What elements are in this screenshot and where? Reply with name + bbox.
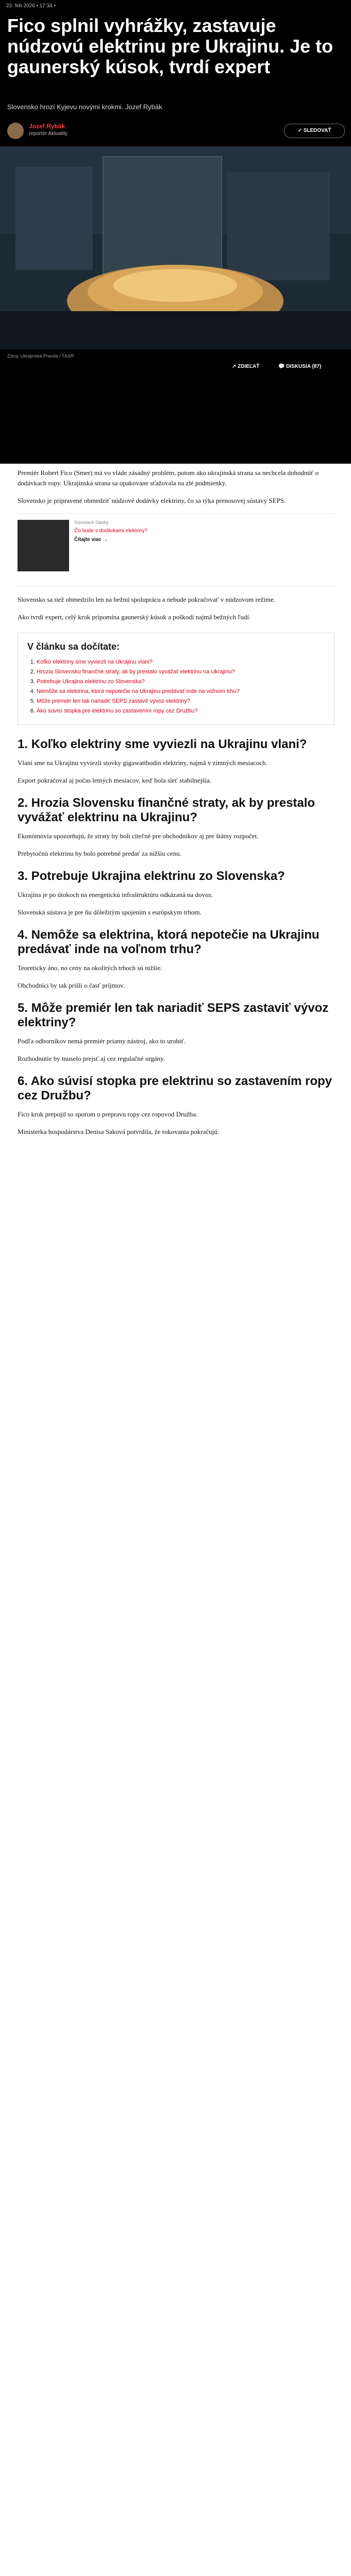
author-role: reportér Aktuality [29, 131, 68, 137]
toc-item[interactable]: Koľko elektriny sme vyviezli na Ukrajinu vlani? [37, 659, 153, 665]
follow-button[interactable]: ✓ SLEDOVAŤ [284, 124, 345, 138]
paragraph: Ekonómovia upozorňujú, že straty by boli citeľné pre obchodníkov aj pre štátny rozpočet. [18, 832, 259, 840]
author-name[interactable]: Jozef Rybák [29, 123, 65, 130]
related-thumbnail [18, 520, 69, 571]
avatar [7, 123, 24, 139]
paragraph: Obchodníci by tak prišli o časť príjmov. [18, 981, 125, 989]
paragraph: Teoreticky áno, no ceny na okolitých trhoch sú nižšie. [18, 964, 162, 972]
related-article-card[interactable] [18, 513, 335, 586]
paragraph: Premiér Robert Fico (Smer) má vo vláde zásadný problém, potom ako ukrajinská strana sa nechcela dohodnúť o dodávkach ropy. Ukrajinská strana sa opakovane sťažovala na zlé podmienky. [18, 469, 319, 487]
status-bar: 23. feb 2026 • 17:34 • [0, 0, 351, 11]
article-subline: Slovensko hrozí Kyjevu novými krokmi. Jozef Rybák [7, 103, 162, 111]
share-button[interactable]: ↗ ZDIEĽAŤ [232, 364, 260, 369]
hero-photo [0, 146, 351, 349]
section-heading: 6. Ako súvisí stopka pre elektrinu so zastavením ropy cez Družbu? [18, 1074, 332, 1103]
photo-caption: Zdroj: Ukrajinská Pravda / TASR [7, 353, 74, 359]
section-heading: 3. Potrebuje Ukrajina elektrinu zo Slovenska? [18, 869, 285, 883]
paragraph: Podľa odborníkov nemá premiér priamy nástroj, ako to urobiť. [18, 1037, 186, 1045]
section-heading: 2. Hrozia Slovensku finančné straty, ak by prestalo vyvážať elektrinu na Ukrajinu? [18, 796, 315, 824]
related-title[interactable]: Čo bude s dodávkami elektriny? [74, 528, 148, 534]
toc-item[interactable]: Hrozia Slovensku finančné straty, ak by prestalo vyvážať elektrinu na Ukrajinu? [37, 669, 235, 675]
toc-title: V článku sa dočítate: [27, 641, 120, 652]
paragraph: Rozhodnutie by muselo prejsť aj cez regulačné orgány. [18, 1055, 165, 1062]
section-heading: 4. Nemôže sa elektrina, ktorá nepotečie na Ukrajinu predávať inde na voľnom trhu? [18, 928, 320, 956]
toc-item[interactable]: Ako súvisí stopka pre elektrinu so zastavením ropy cez Družbu? [37, 708, 198, 714]
paragraph: Vlani sme na Ukrajinu vyviezli stovky gigawatthodín elektriny, najmä v zimných mesiacoch. [18, 759, 268, 767]
related-label: Súvisiace články [74, 520, 109, 525]
toc-item[interactable]: Môže premiér len tak nariadiť SEPS zastaviť vývoz elektriny? [37, 698, 191, 704]
paragraph: Prebytočnú elektrinu by bolo potrebné predať za nižšiu cenu. [18, 850, 181, 857]
read-more-link[interactable]: Čítajte viac → [74, 537, 108, 543]
toc-item[interactable]: Potrebuje Ukrajina elektrinu zo Slovenska? [37, 679, 145, 685]
article-hero [0, 0, 351, 464]
article-title: Fico splnil vyhrážky, zastavuje núdzovú elektrinu pre Ukrajinu. Je to gaunerský kúsok, tvrdí expert [7, 15, 333, 77]
paragraph: Slovensko sa tiež obmedzilo len na bežnú spoluprácu a nebude pokračovať v núdzovom režime. [18, 596, 276, 603]
section-heading: 5. Môže premiér len tak nariadiť SEPS zastaviť vývoz elektriny? [18, 1001, 329, 1029]
toc-item[interactable]: Nemôže sa elektrina, ktorá nepotečie na Ukrajinu predávať inde na voľnom trhu? [37, 688, 240, 694]
paragraph: Export pokračoval aj počas letných mesiacov, keď bola sieť stabilnejšia. [18, 776, 211, 784]
paragraph: Ukrajina je po útokoch na energetickú infraštruktúru odkázaná na dovoz. [18, 891, 213, 899]
paragraph: Slovensko je pripravené obmedziť núdzové dodávky elektriny, čo sa týka prenosovej sústavy SEPS. [18, 497, 286, 504]
article-body [18, 468, 335, 1144]
paragraph: Slovenská sústava je pre ňu dôležitým spojením s európskym trhom. [18, 908, 202, 916]
paragraph: Fico krok prepojil so sporom o prepravu ropy cez ropovod Družba. [18, 1110, 198, 1118]
table-of-contents [18, 633, 335, 725]
article-actions [0, 361, 351, 376]
author-block [7, 122, 345, 140]
paragraph: Ako tvrdí expert, celý krok pripomína gaunerský kúsok a poškodí najmä bežných ľudí. [18, 613, 251, 621]
paragraph: Ministerka hospodárstva Denisa Saková potvrdila, že rokovania pokračujú. [18, 1128, 219, 1136]
discussion-button[interactable]: 💬 DISKUSIA (87) [278, 364, 322, 369]
section-heading: 1. Koľko elektriny sme vyviezli na Ukrajinu vlani? [18, 737, 307, 751]
